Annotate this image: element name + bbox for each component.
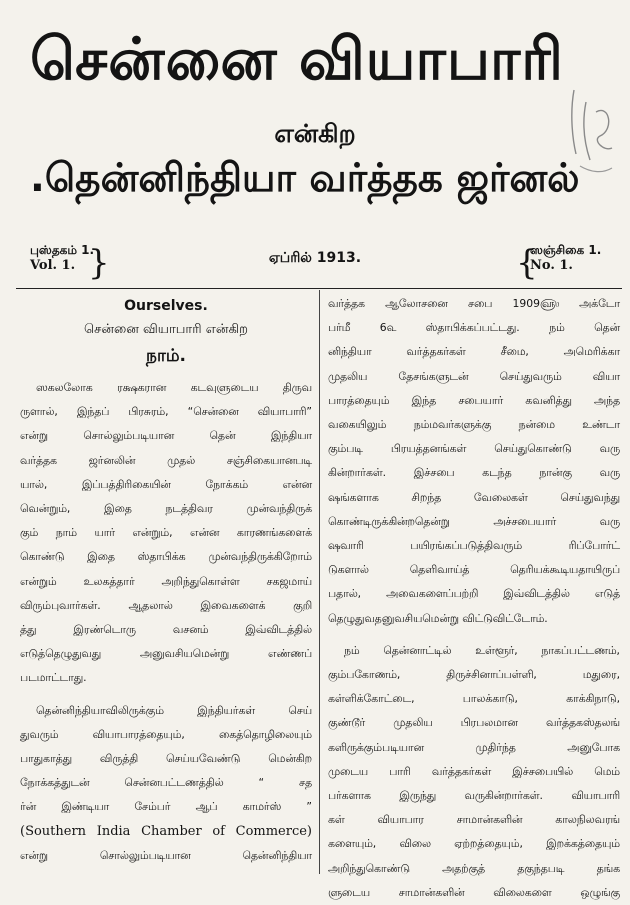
text-line: துவரும் வியாபாரத்தையும், கைத்தொழிலையும் — [20, 727, 312, 741]
text-line: குண்டூர் முதலிய பிரபலமான வர்த்தகஸ்தலங் — [328, 716, 620, 730]
text-line: களையும், விலை ஏற்றத்தையும், இறக்கத்தையும் — [328, 837, 620, 851]
text-line: வென்றும், இதை நடத்திவர முன்வந்திருக் — [20, 502, 312, 516]
issue-date: ஏப்ரில் 1913. — [268, 250, 362, 266]
text-line: கும்படி பிரயத்தனங்கள் செய்துகொண்டு வரு — [328, 442, 620, 456]
header-rule — [16, 288, 622, 289]
article-heading-english: Ourselves. — [124, 298, 208, 314]
text-line: யால், இப்பத்திரிகையின் நோக்கம் என்ன — [20, 477, 312, 491]
column-divider — [319, 290, 320, 874]
paragraph-gap — [20, 691, 312, 699]
text-line: தெழுதுவதனுவசியமென்று விட்டுவிட்டோம். — [328, 611, 548, 625]
text-line: அறிந்துகொண்டு அதற்குத் தகுந்தபடி தங்க — [328, 861, 620, 875]
issue-information-bar — [0, 238, 630, 286]
text-line: த்து இரண்டொரு வசனம் இவ்விடத்தில் — [20, 623, 312, 637]
text-line: னிந்தியா வர்த்தகர்கள் சீமை, அமெரிக்கா — [328, 345, 620, 359]
text-line: முதலிய தேசங்களுடன் செய்துவரும் வியா — [328, 369, 620, 383]
article-left-column — [20, 296, 312, 868]
article-right-column — [328, 292, 620, 899]
issue-number-tamil: ஸஞ்சிகை 1. — [530, 243, 602, 257]
text-line: களிருக்கும்படியான முதிர்ந்த அனுபோக — [328, 740, 620, 754]
text-line: வர்த்தக ஆலோசனை சபை 1909௵ அக்டோ — [328, 297, 620, 310]
text-line: கொண்டிருக்கின்றதென்று அச்சபையார் வரு — [328, 514, 620, 528]
journal-title-main: சென்னை வியாபாரி — [30, 25, 565, 93]
issue-number-english: No. 1. — [530, 258, 573, 273]
article-text-left — [20, 376, 312, 868]
text-line: ர்ன் இண்டியா சேம்பர் ஆப் காமர்ஸ் ” — [20, 800, 312, 814]
text-line: (Southern India Chamber of Commerce) — [20, 823, 312, 839]
text-line: என்று சொல்லும்படியான தென்னிந்தியா — [20, 848, 312, 862]
article-heading-tamil: சென்னை வியாபாரி என்கிற — [84, 322, 248, 337]
text-line: வர்த்தக ஜர்னலின் முதல் சஞ்சிகையானபடி — [20, 453, 312, 467]
text-line: ளுடைய சாமான்களின் விலைகளை ஒழுங்கு — [328, 885, 620, 899]
handwritten-annotation-mark — [566, 82, 618, 180]
text-line: கும் நாம் யார் என்றும், என்ன காரணங்களைக் — [20, 526, 312, 540]
text-line: என்றும் உலகத்தார் அறிந்துகொள்ள சகஜமாய் — [20, 574, 312, 588]
masthead — [0, 0, 630, 238]
paragraph-gap — [328, 631, 620, 639]
text-line: வகையிலும் நம்மவர்களுக்கு நன்மை உண்டா — [328, 418, 620, 432]
text-line: ஸகலலோக ரக்ஷகரான கடவுளுடைய திருவ — [36, 381, 312, 394]
text-line: பாரத்தையும் இந்த சபையார் கவனித்து அந்த — [328, 393, 620, 407]
volume-english: Vol. 1. — [30, 258, 76, 273]
text-line: நோக்கத்துடன் சென்னபட்டணத்தில் “ சத — [20, 776, 312, 790]
text-line: விரும்புவார்கள். ஆதலால் இவைகளைக் குறி — [20, 598, 312, 612]
text-line: நம் தென்னாட்டில் உள்ளூர், நாகப்பட்டணம், — [344, 643, 620, 657]
text-line: என்று சொல்லும்படியான தென் இந்தியா — [20, 429, 312, 443]
journal-title-second: .தென்னிந்தியா வர்த்தக ஜர்னல் — [30, 156, 580, 201]
text-line: கள்ளிக்கோட்டை, பாலக்காடு, காக்கிநாடு, — [328, 692, 620, 706]
text-line: கும்பகோணம், திருச்சினாப்பள்ளி, மதுரை, — [328, 668, 620, 682]
text-line: டுகளால் தெளிவாய்த் தெரியக்கூடியதாயிருப் — [328, 563, 620, 577]
text-line: படமாட்டாது. — [20, 671, 87, 685]
text-line: முடைய பாரி வர்த்தகர்கள் இச்சபையில் மெம் — [328, 764, 620, 778]
text-line: ருளால், இந்தப் பிரசுரம், “சென்னை வியாபாரி” — [20, 405, 312, 419]
text-line: கள் வியாபார சாமான்களின் காலநிலவரங் — [328, 813, 620, 827]
article-text-right — [328, 292, 620, 905]
text-line: ஷவாரி பயிரங்கப்படுத்திவரும் ரிப்போர்ட் — [328, 539, 620, 553]
article-heading-tamil-main: நாம். — [146, 346, 186, 366]
text-line: பர்களாக இருந்து வருகின்றார்கள். வியாபாரி — [328, 789, 620, 803]
text-line: கொண்டு இதை ஸ்தாபிக்க முன்வந்திருக்கிறோம் — [20, 550, 312, 564]
number-brace: { — [516, 243, 538, 283]
text-line: ஷங்களாக சிறந்த வேலைகள் செய்துவந்து — [328, 490, 620, 504]
issue-number-label — [530, 242, 601, 274]
journal-title-connector: என்கிற — [274, 119, 356, 148]
text-line: பதால், அவைகளைப்பற்றி இவ்விடத்தில் எடுத் — [328, 587, 620, 601]
volume-tamil: புஸ்தகம் 1. — [30, 243, 95, 257]
text-line: எடுத்தெழுதுவது அனுவசியமென்று எண்ணப் — [20, 647, 312, 661]
volume-brace: } — [88, 243, 110, 283]
text-line: கின்றார்கள். இச்சபை கடந்த நான்கு வரு — [328, 466, 620, 480]
text-line: தென்னிந்தியாவிலிருக்கும் இந்தியர்கள் செய் — [36, 703, 312, 717]
text-line: பர்மீ 6௳ ஸ்தாபிக்கப்பட்டது. நம் தென் — [328, 321, 620, 335]
text-line: பாதுகாத்து விருத்தி செய்யவேண்டு மென்கிற — [20, 752, 312, 766]
